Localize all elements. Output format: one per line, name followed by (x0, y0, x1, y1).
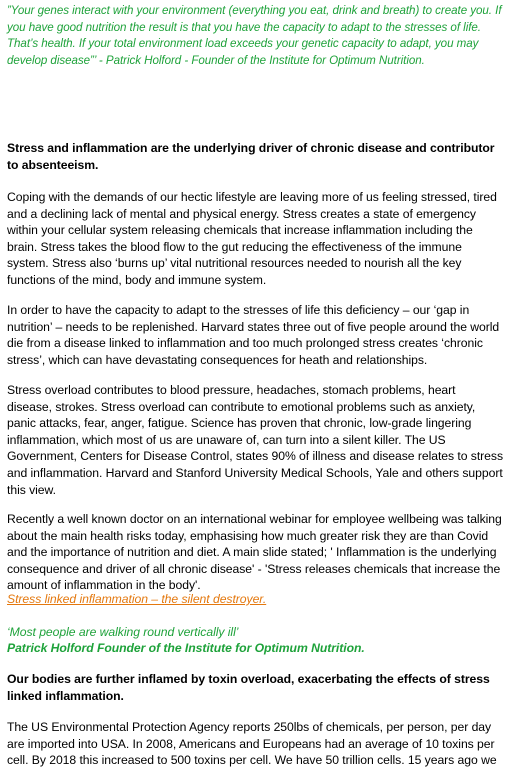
paragraph-epa: The US Environmental Protection Agency reports 250lbs of chemicals, per person, per day are imported into USA. In 2008, Americans and Europeans had an average of 10 toxins per cell. By 2018 this increased to 500 toxins per cell. We have 50 trillion cells. 15 years ago we (7, 720, 497, 768)
paragraph-webinar: Recently a well known doctor on an international webinar for employee wellbeing was talking about the main health risks today, emphasising how much greater risk they are than Covid and the importance of nutrition and diet. A main slide stated; ' Inflammation is the underlying consequence and driver of all chronic disease' - 'Stress releases chemicals that increase the amount of inflammation in the body'. (7, 512, 502, 593)
paragraph-coping: Coping with the demands of our hectic lifestyle are leaving more of us feeling stressed, tired and a declining lack of mental and physical energy. Stress creates a state of emergency within your cellular system releasing chemicals that increase inflammation including the brain. Stress takes the blood flow to the gut reducing the effectiveness of the immune system. Stress also ‘burns up’ vital nutritional resources needed to nourish all the key functions of the mind, body and immune system. (7, 190, 497, 287)
link-stress-inflammation[interactable]: Stress linked inflammation – the silent destroyer. (7, 592, 267, 606)
heading-toxin-overload: Our bodies are further inflamed by toxin overload, exacerbating the effects of stress linked inflammation. (7, 672, 490, 703)
intro-quote: ”Your genes interact with your environment (everything you eat, drink and breath) to create you. If you have good nutrition the result is that you have the capacity to adapt to the stresses of life. That’s health. If your total environment load exceeds your genetic capacity to adapt, you may develop disease”’ - Patrick Holford - Founder of the Institute for Optimum Nutrition. (7, 4, 502, 67)
paragraph-stress-overload: Stress overload contributes to blood pressure, headaches, stomach problems, heart disease, strokes. Stress overload can contribute to emotional problems such as anxiety, panic attacks, fear, anger, fatigue. Science has proven that chronic, low-grade lingering inflammation, which most of us are unaware of, can turn into a silent killer. The US Government, Centers for Disease Control, states 90% of illness and disease relates to stress and inflammation. Harvard and Stanford University Medical Schools, Yale and others support this view. (7, 383, 503, 497)
heading-stress-inflammation: Stress and inflammation are the underlying driver of chronic disease and contributor to absenteeism. (7, 141, 495, 172)
quote-vertically-ill: ‘Most people are walking round vertically ill’ (7, 625, 239, 639)
quote-attribution: Patrick Holford Founder of the Institute for Optimum Nutrition. (7, 641, 365, 655)
paragraph-capacity: In order to have the capacity to adapt to the stresses of life this deficiency – our ‘gap in nutrition’ – needs to be replenished. Harvard states three out of five people around the world die from a disease linked to inflammation and too much prolonged stress creates ‘chronic stress’, which can have devastating consequences for heath and relationships. (7, 303, 500, 367)
